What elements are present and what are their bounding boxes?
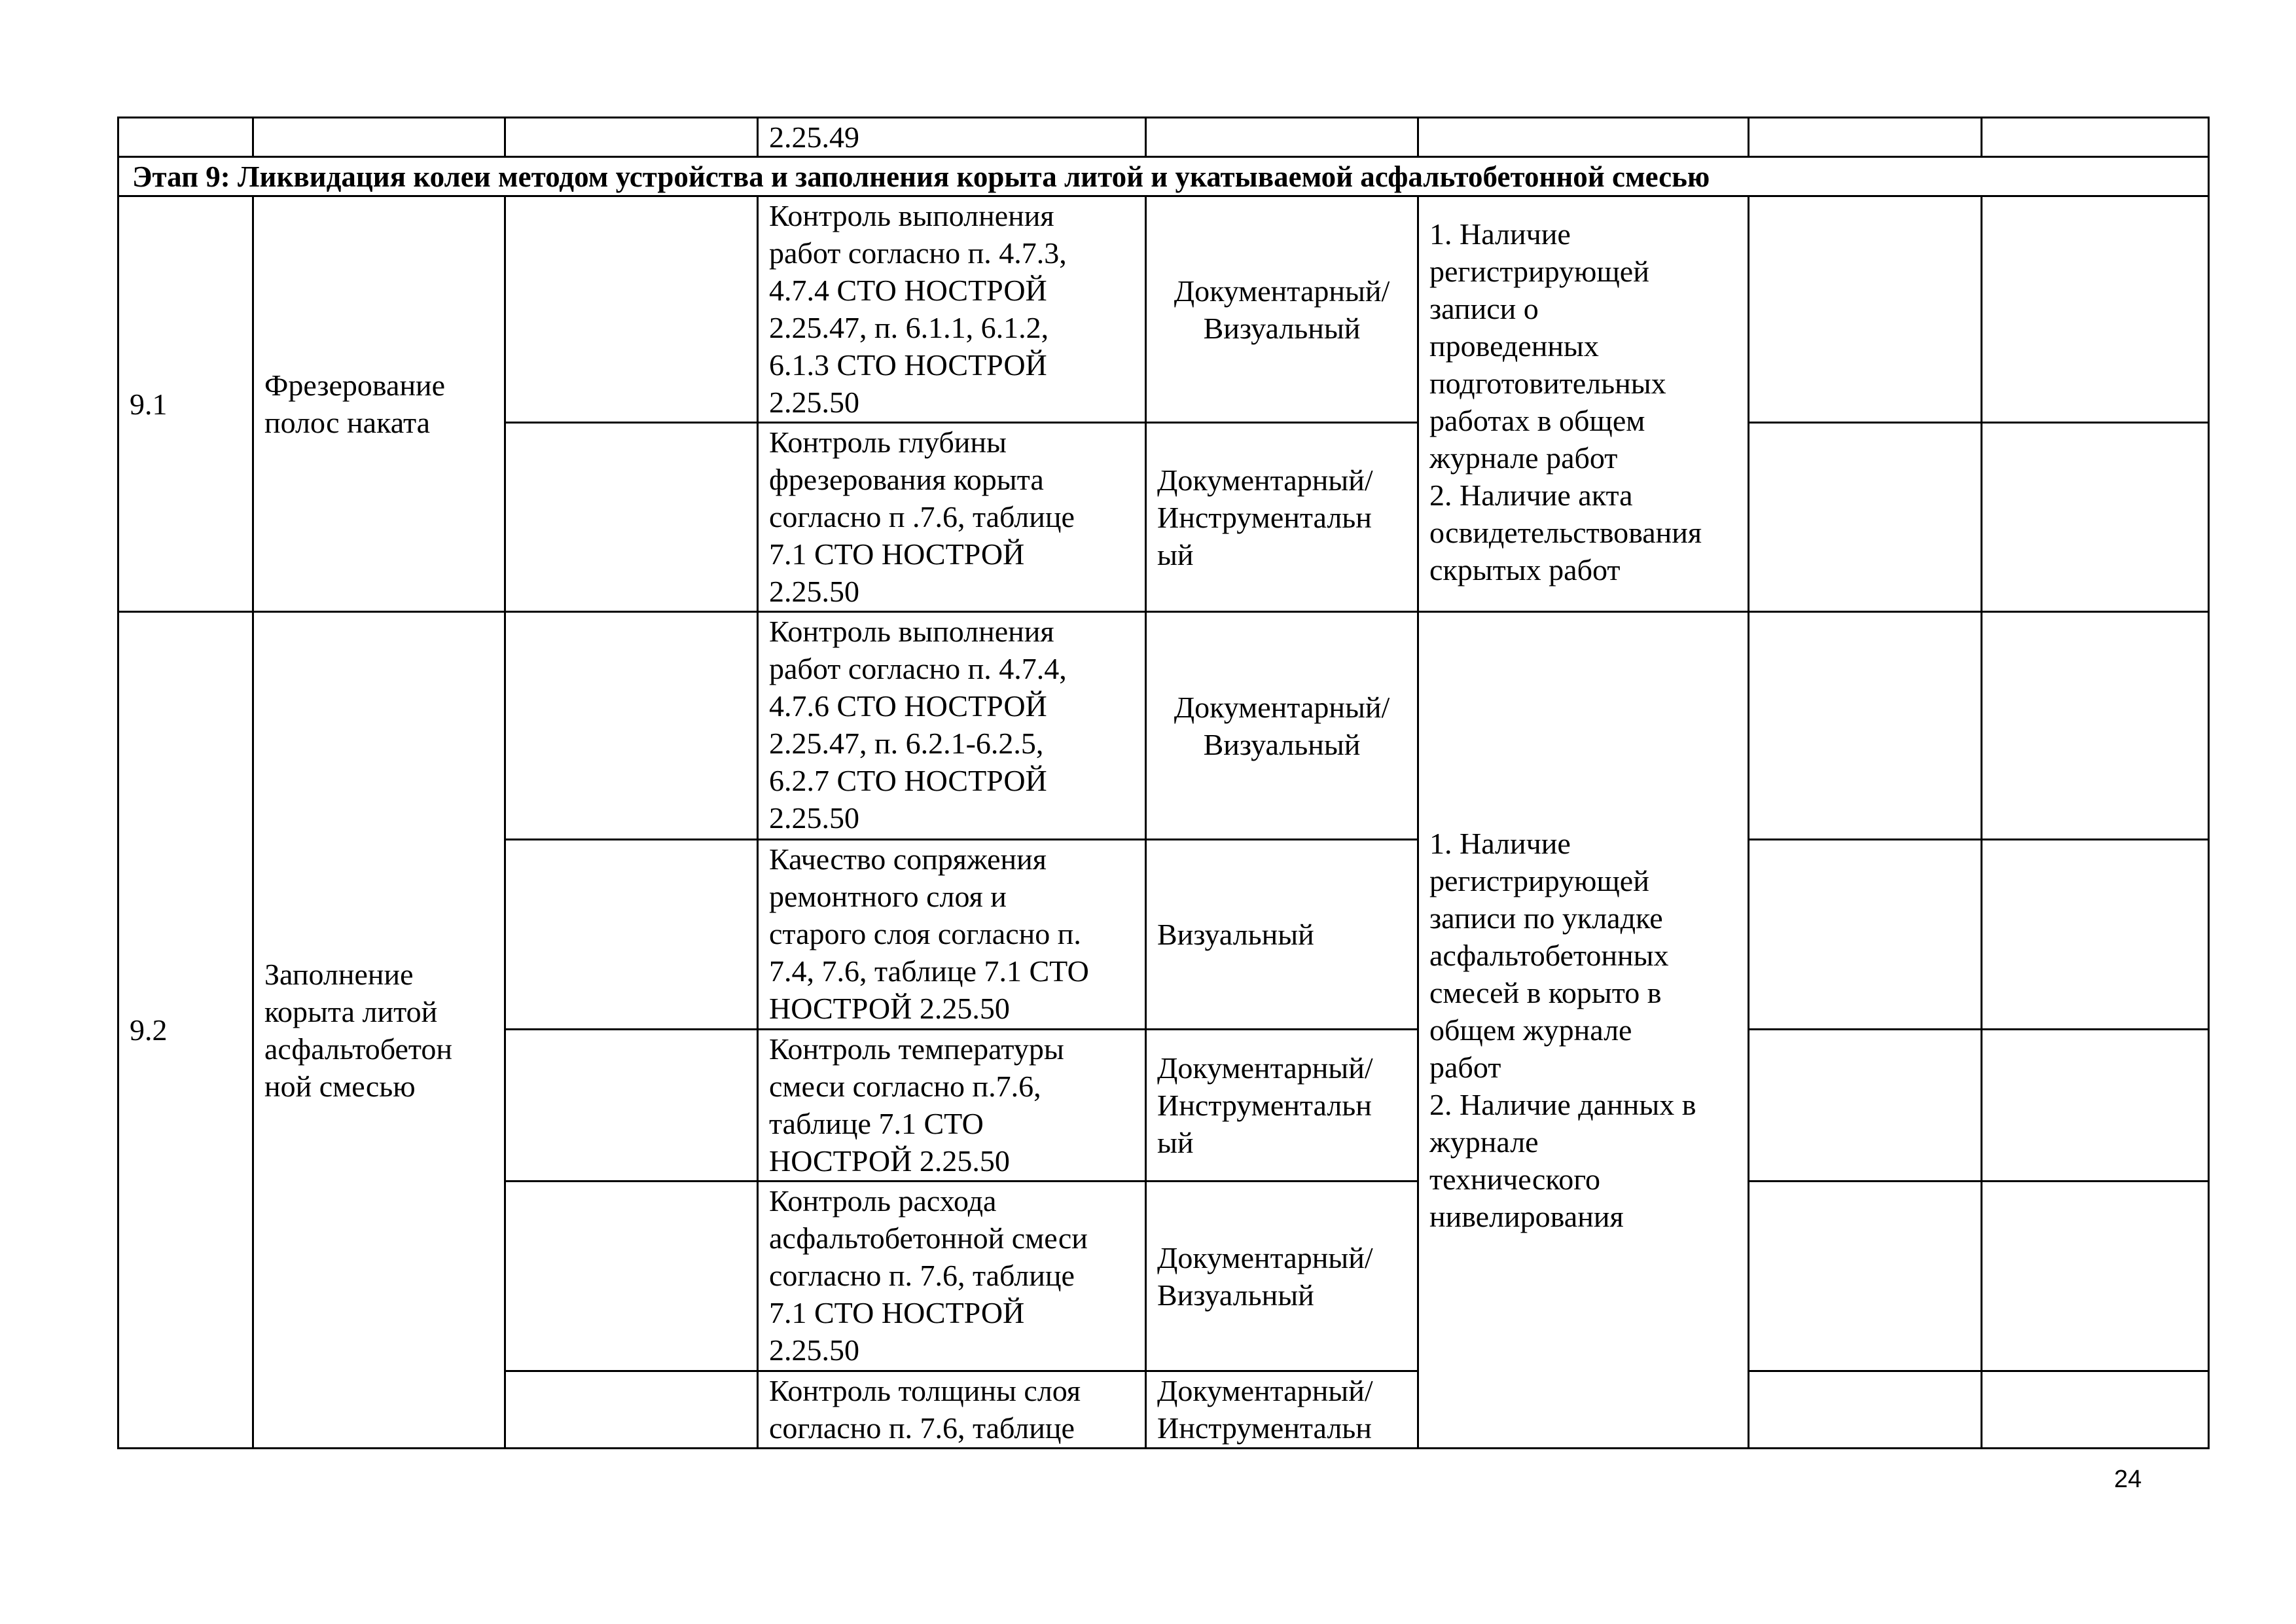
control-method: Документарный/ Инструментальн ый [1146,423,1418,612]
page-number: 24 [2114,1466,2142,1493]
table-cell [1982,118,2209,157]
item-name: Заполнение корыта литой асфальтобетон ной смесью [253,612,505,1449]
table-row [118,196,2209,423]
table-cell [1749,1030,1982,1182]
table-cell [1749,1371,1982,1449]
control-description: Контроль толщины слоя согласно п. 7.6, таблице [758,1371,1146,1449]
table-cell [1982,1371,2209,1449]
stage-header-row [118,157,2209,196]
table-row [118,612,2209,840]
control-method: Документарный/ Инструментальн ый [1146,1030,1418,1182]
control-method: Документарный/ Инструментальн [1146,1371,1418,1449]
table-cell [1982,1030,2209,1182]
control-description: Контроль глубины фрезерования корыта согласно п .7.6, таблице 7.1 СТО НОСТРОЙ 2.25.50 [758,423,1146,612]
table-cell [505,1182,758,1371]
table-cell [505,118,758,157]
table-cell [1749,118,1982,157]
acceptance-criteria: 1. Наличие регистрирующей записи о проведенных подготовительных работах в общем журнале работ 2. Наличие акта освидетельствования скрытых работ [1418,196,1749,612]
table-cell [118,118,253,157]
item-name: Фрезерование полос наката [253,196,505,612]
control-description: Качество сопряжения ремонтного слоя и старого слоя согласно п. 7.4, 7.6, таблице 7.1 СТО НОСТРОЙ 2.25.50 [758,840,1146,1030]
control-method: Визуальный [1146,840,1418,1030]
table-cell [1749,840,1982,1030]
table-cell [1418,118,1749,157]
stage-header: Этап 9: Ликвидация колеи методом устройства и заполнения корыта литой и укатываемой асфальтобетонной смесью [118,157,2209,196]
table-cell [1749,612,1982,840]
table-cell: 2.25.49 [758,118,1146,157]
control-description: Контроль выполнения работ согласно п. 4.7.4, 4.7.6 СТО НОСТРОЙ 2.25.47, п. 6.2.1-6.2.5, 6.2.7 СТО НОСТРОЙ 2.25.50 [758,612,1146,840]
table-cell [1749,1182,1982,1371]
table-cell [505,196,758,423]
table-cell [1982,196,2209,423]
control-table [117,117,2210,1449]
table-cell [253,118,505,157]
table-cell [505,1030,758,1182]
table-cell [1146,118,1418,157]
table-cell [1982,612,2209,840]
table-cell [505,423,758,612]
item-number: 9.2 [118,612,253,1449]
table-row [118,118,2209,157]
control-description: Контроль температуры смеси согласно п.7.6, таблице 7.1 СТО НОСТРОЙ 2.25.50 [758,1030,1146,1182]
control-method: Документарный/ Визуальный [1146,196,1418,423]
control-description: Контроль расхода асфальтобетонной смеси согласно п. 7.6, таблице 7.1 СТО НОСТРОЙ 2.25.50 [758,1182,1146,1371]
table-cell [1749,423,1982,612]
table-cell [505,612,758,840]
control-description: Контроль выполнения работ согласно п. 4.7.3, 4.7.4 СТО НОСТРОЙ 2.25.47, п. 6.1.1, 6.1.2, 6.1.3 СТО НОСТРОЙ 2.25.50 [758,196,1146,423]
table-cell [505,840,758,1030]
acceptance-criteria: 1. Наличие регистрирующей записи по укладке асфальтобетонных смесей в корыто в общем журнале работ 2. Наличие данных в журнале технического нивелирования [1418,612,1749,1449]
item-number: 9.1 [118,196,253,612]
table-cell [1982,840,2209,1030]
table-cell [1982,423,2209,612]
control-method: Документарный/ Визуальный [1146,1182,1418,1371]
table-cell [1982,1182,2209,1371]
control-method: Документарный/ Визуальный [1146,612,1418,840]
table-cell [505,1371,758,1449]
table-cell [1749,196,1982,423]
